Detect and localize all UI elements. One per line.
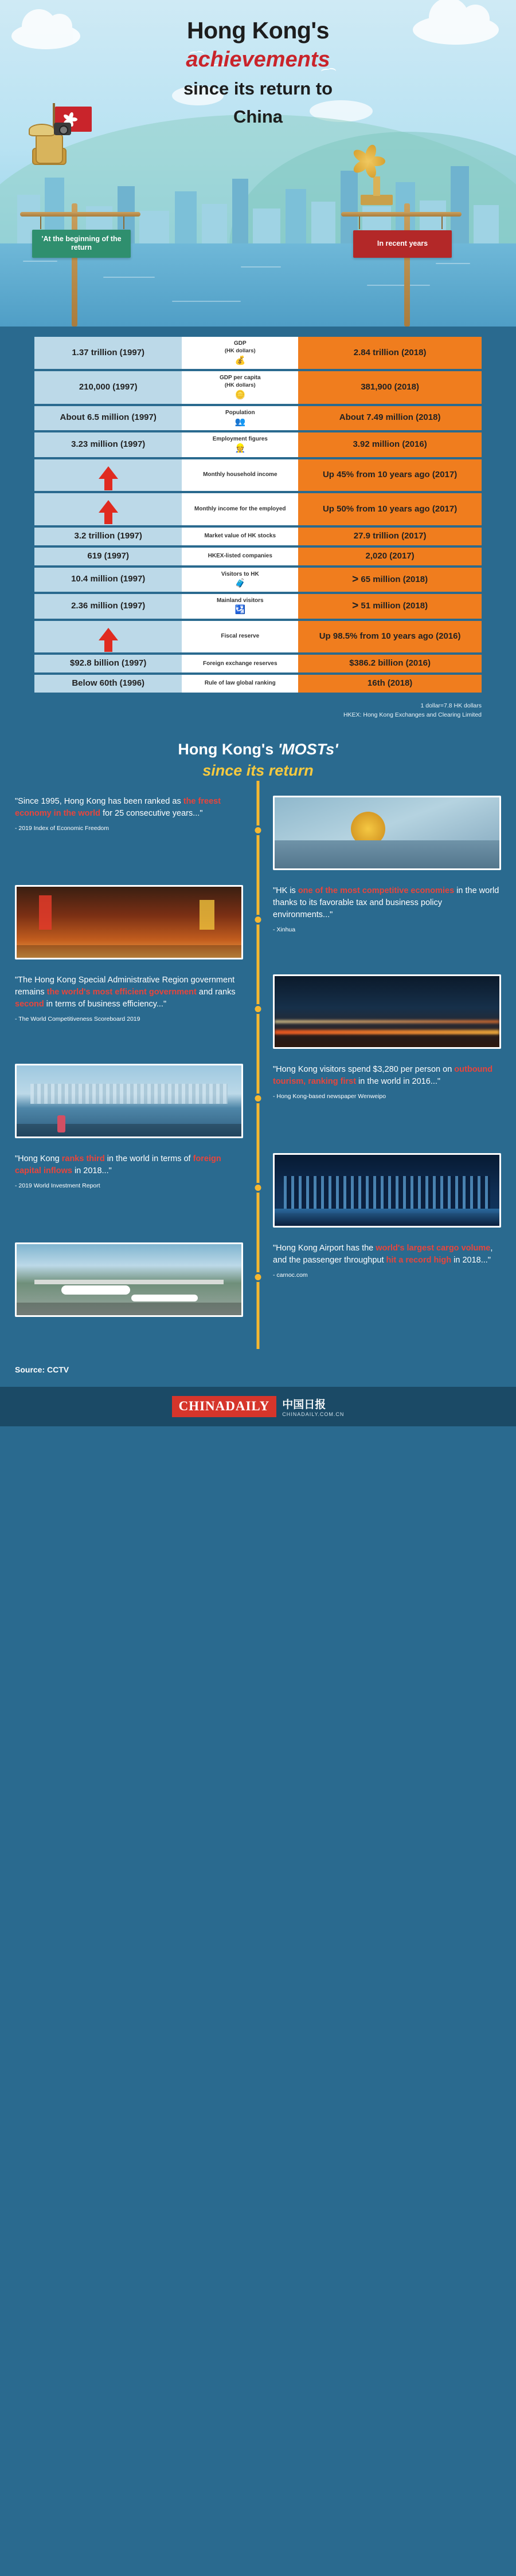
cell-indicator-label: Fiscal reserve <box>182 621 298 653</box>
timeline-photo-side <box>0 1242 258 1317</box>
sign-pole <box>72 203 77 327</box>
cell-indicator-label: Market value of HK stocks <box>182 528 298 545</box>
red-up-arrow-icon <box>37 624 179 650</box>
statistics-table-body <box>34 337 482 693</box>
table-row <box>34 337 482 369</box>
cell-new-value: 3.92 million (2016) <box>298 432 482 457</box>
statistics-table-section <box>0 327 516 698</box>
quote-source: - Xinhua <box>273 926 296 934</box>
statistics-table <box>34 335 482 695</box>
luggage-icon: 🧳 <box>234 578 246 588</box>
golden-bauhinia-statue-icon <box>349 142 404 205</box>
cell-old-value: 10.4 million (1997) <box>34 568 182 592</box>
quote-source: - 2019 World Investment Report <box>15 1182 100 1190</box>
cell-indicator-label: Population 👥 <box>182 406 298 431</box>
table-row <box>34 528 482 545</box>
timeline-item <box>0 1064 516 1138</box>
timeline-photo-side <box>0 885 258 959</box>
hong-kong-street-photo <box>15 885 243 959</box>
quote-highlight: foreign capital inflows <box>15 1154 221 1176</box>
cell-indicator-label: Foreign exchange reserves <box>182 655 298 672</box>
cell-indicator-label: Monthly income for the employed <box>182 493 298 525</box>
timeline-text-side <box>0 796 258 833</box>
sign-rope <box>441 217 443 229</box>
footnote-exchange-rate: 1 dollar=7.8 HK dollars <box>420 702 482 709</box>
table-row <box>34 594 482 619</box>
cell-indicator-label: Mainland visitors 🛂 <box>182 594 298 619</box>
cell-indicator-label: HKEX-listed companies <box>182 548 298 565</box>
cell-indicator-label: Rule of law global ranking <box>182 675 298 693</box>
passport-icon: 🛂 <box>234 605 246 615</box>
night-traffic-photo <box>273 974 501 1049</box>
chinadaily-logo: CHINADAILY <box>172 1396 277 1417</box>
money-bag-icon: 💰 <box>234 355 246 365</box>
cell-old-value: Below 60th (1996) <box>34 675 182 693</box>
title-line-2: achievements <box>186 48 330 72</box>
quote-source: - Hong Kong-based newspaper Wenweipo <box>273 1093 386 1100</box>
timeline-photo-side <box>258 974 516 1049</box>
table-row <box>34 493 482 525</box>
cell-old-value <box>34 621 182 653</box>
cell-indicator-label: Employment figures 👷 <box>182 432 298 457</box>
sign-rope <box>123 217 124 229</box>
title-line-3: since its return to <box>183 78 333 99</box>
red-up-arrow-icon <box>37 463 179 488</box>
city-skyline <box>0 126 516 246</box>
mosts-heading <box>0 739 516 781</box>
mosts-timeline <box>0 781 516 1349</box>
quote-source: - The World Competitiveness Scoreboard 2019 <box>15 1016 140 1023</box>
quote-text: "HK is one of the most competitive economies in the world thanks to its favorable tax and business policy environments..." <box>273 886 499 920</box>
mosts-heading-post: since its return <box>202 761 314 779</box>
cell-old-value: 1.37 trillion (1997) <box>34 337 182 369</box>
cell-indicator-label: Monthly household income <box>182 459 298 491</box>
cell-old-value: 210,000 (1997) <box>34 371 182 403</box>
timeline-item <box>0 1242 516 1317</box>
table-row <box>34 675 482 693</box>
quote-text: "Since 1995, Hong Kong has been ranked as the freest economy in the world for 25 consecutive years..." <box>15 797 221 819</box>
timeline-dot <box>253 1183 263 1193</box>
cell-old-value: 2.36 million (1997) <box>34 594 182 619</box>
footnote-hkex: HKEX: Hong Kong Exchanges and Clearing Limited <box>343 711 482 718</box>
table-row <box>34 406 482 431</box>
cell-new-value: 2,020 (2017) <box>298 548 482 565</box>
cell-new-value: 381,900 (2018) <box>298 371 482 403</box>
hong-kong-skyline-photo <box>273 1153 501 1228</box>
cell-new-value: Up 45% from 10 years ago (2017) <box>298 459 482 491</box>
timeline-photo-side <box>0 1064 258 1138</box>
worker-icon: 👷 <box>234 443 246 454</box>
victoria-harbour-photo <box>15 1064 243 1138</box>
sign-pole <box>404 203 410 327</box>
timeline-photo-side <box>258 1153 516 1228</box>
cell-old-value <box>34 493 182 525</box>
mosts-heading-pre: Hong Kong's <box>178 741 278 758</box>
table-row <box>34 459 482 491</box>
quote-highlight: ranks third <box>61 1154 105 1164</box>
quote-highlight: one of the most competitive economies <box>298 886 455 896</box>
quote-text: "The Hong Kong Special Administrative Region government remains the world's most efficient government and ranks second in terms of business efficiency..." <box>15 976 236 1009</box>
quote-highlight: outbound tourism, ranking first <box>273 1065 493 1087</box>
mosts-section <box>0 719 516 1355</box>
chinadaily-logo-url: CHINADAILY.COM.CN <box>282 1411 345 1418</box>
chinadaily-logo-cn: 中国日报 <box>282 1399 326 1411</box>
quote-text: "Hong Kong ranks third in the world in terms of foreign capital inflows in 2018..." <box>15 1154 221 1176</box>
table-row <box>34 621 482 653</box>
title-line-4: China <box>233 106 283 127</box>
page-title <box>0 0 516 128</box>
quote-highlight: second <box>15 1000 44 1009</box>
hero-header <box>0 0 516 327</box>
table-row <box>34 568 482 592</box>
timeline-dot <box>253 1272 263 1282</box>
source-label: Source: CCTV <box>0 1355 516 1387</box>
cell-new-value: Up 50% from 10 years ago (2017) <box>298 493 482 525</box>
timeline-text-side <box>258 1242 516 1280</box>
cell-new-value: 16th (2018) <box>298 675 482 693</box>
cell-old-value <box>34 459 182 491</box>
title-line-1: Hong Kong's <box>187 17 329 44</box>
timeline-item <box>0 1153 516 1228</box>
people-icon: 👥 <box>234 416 246 427</box>
timeline-dot <box>253 1004 263 1014</box>
quote-highlight: the world's most efficient government <box>46 988 197 997</box>
cell-new-value: 2.84 trillion (2018) <box>298 337 482 369</box>
cell-new-value: About 7.49 million (2018) <box>298 406 482 431</box>
sign-crossbar <box>341 212 462 217</box>
timeline-dot <box>253 1094 263 1103</box>
cell-old-value: 619 (1997) <box>34 548 182 565</box>
coins-icon: 🪙 <box>234 390 246 400</box>
cell-new-value: > 65 million (2018) <box>298 568 482 592</box>
cell-indicator-label: GDP (HK dollars) 💰 <box>182 337 298 369</box>
quote-text: "Hong Kong Airport has the world's largest cargo volume, and the passenger throughput hit a record high in 2018..." <box>273 1244 493 1265</box>
cell-old-value: 3.23 million (1997) <box>34 432 182 457</box>
cell-new-value: Up 98.5% from 10 years ago (2016) <box>298 621 482 653</box>
cell-new-value: $386.2 billion (2016) <box>298 655 482 672</box>
greater-than-icon: > <box>352 600 359 612</box>
sign-rope <box>40 217 41 229</box>
quote-highlight: world's largest cargo volume <box>376 1244 491 1253</box>
quote-highlight: hit a record high <box>386 1256 452 1265</box>
cell-indicator-label: GDP per capita (HK dollars) 🪙 <box>182 371 298 403</box>
quote-source: - carnoc.com <box>273 1272 308 1279</box>
footer-branding <box>0 1387 516 1426</box>
sign-label-recent: In recent years <box>353 230 452 258</box>
sign-rope <box>359 217 360 229</box>
quote-text: "Hong Kong visitors spend $3,280 per person on outbound tourism, ranking first in the world in 2016..." <box>273 1065 493 1087</box>
red-up-arrow-icon <box>37 497 179 522</box>
timeline-text-side <box>258 1064 516 1101</box>
quote-highlight: the freest economy in the world <box>15 797 221 819</box>
timeline-dot <box>253 915 263 925</box>
sign-label-beginning: 'At the beginning of the return <box>32 230 131 258</box>
timeline-text-side <box>258 885 516 934</box>
table-row <box>34 371 482 403</box>
cell-new-value: 27.9 trillion (2017) <box>298 528 482 545</box>
timeline-dot <box>253 825 263 835</box>
greater-than-icon: > <box>352 573 359 585</box>
quote-source: - 2019 Index of Economic Freedom <box>15 825 110 832</box>
airport-runway-photo <box>15 1242 243 1317</box>
mosts-heading-quote: 'MOSTs' <box>277 741 338 758</box>
bauhinia-statue-photo <box>273 796 501 870</box>
timeline-text-side <box>0 1153 258 1190</box>
cell-old-value: About 6.5 million (1997) <box>34 406 182 431</box>
timeline-item <box>0 974 516 1049</box>
table-row <box>34 432 482 457</box>
timeline-item <box>0 885 516 959</box>
sign-crossbar <box>20 212 140 217</box>
cell-old-value: 3.2 trillion (1997) <box>34 528 182 545</box>
table-row <box>34 655 482 672</box>
table-footnotes <box>0 698 516 720</box>
timeline-text-side <box>0 974 258 1024</box>
table-row <box>34 548 482 565</box>
cell-old-value: $92.8 billion (1997) <box>34 655 182 672</box>
timeline-item <box>0 796 516 870</box>
cell-new-value: > 51 million (2018) <box>298 594 482 619</box>
timeline-photo-side <box>258 796 516 870</box>
cell-indicator-label: Visitors to HK 🧳 <box>182 568 298 592</box>
traveler-backpack-icon <box>23 121 75 176</box>
